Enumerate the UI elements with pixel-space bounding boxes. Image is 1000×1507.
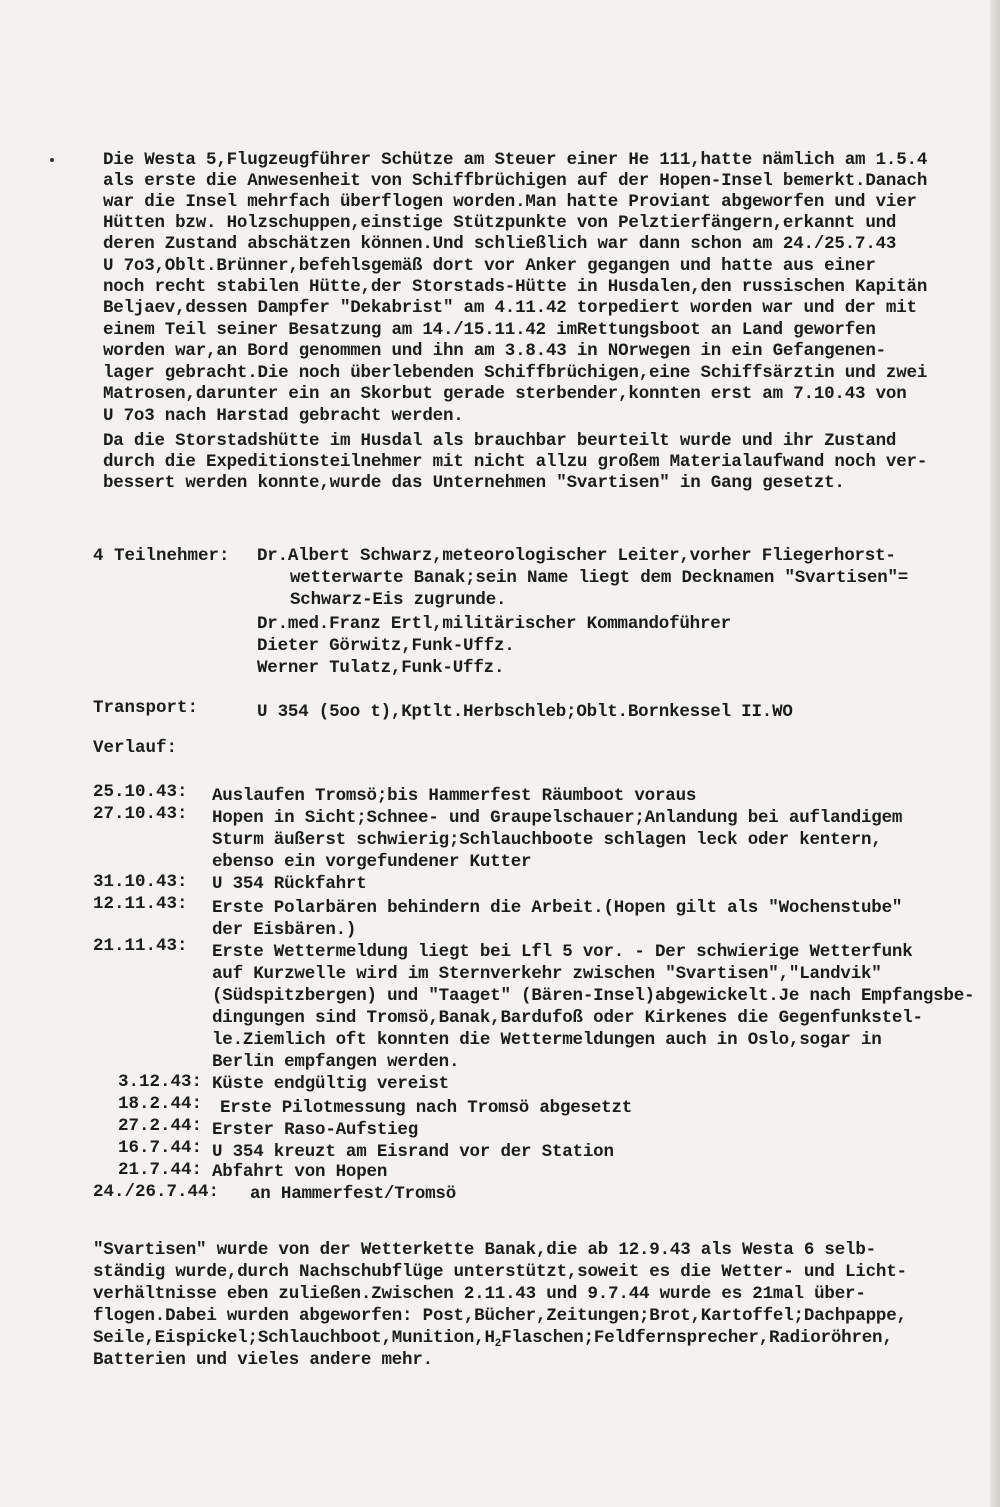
intro-line: Die Westa 5,Flugzeugführer Schütze am Steuer einer He 111,hatte nämlich am 1.5.4	[103, 150, 928, 170]
closing-line: Batterien und vieles andere mehr.	[93, 1350, 433, 1370]
entry-line: U 354 kreuzt am Eisrand vor der Station	[212, 1142, 614, 1162]
entry-date: 12.11.43:	[93, 894, 188, 914]
intro-line: bessert werden konnte,wurde das Unternehmen "Svartisen" in Gang gesetzt.	[103, 473, 845, 493]
intro-line: Da die Storstadshütte im Husdal als brauchbar beurteilt wurde und ihr Zustand	[103, 431, 897, 451]
participant-line: Dr.Albert Schwarz,meteorologischer Leiter,vorher Fliegerhorst-	[257, 546, 896, 566]
entry-line: le.Ziemlich oft konnten die Wettermeldungen auch in Oslo,sogar in	[212, 1030, 882, 1050]
participant-line: wetterwarte Banak;sein Name liegt dem Decknamen "Svartisen"=	[290, 568, 909, 588]
entry-date: 27.2.44:	[118, 1116, 203, 1136]
participant-line: Werner Tulatz,Funk-Uffz.	[257, 658, 505, 678]
closing-line: verhältnisse eben zuließen.Zwischen 2.11.43 und 9.7.44 wurde es 21mal über-	[93, 1284, 866, 1304]
intro-line: Hütten bzw. Holzschuppen,einstige Stützpunkte von Pelztierfängern,erkannt und	[103, 213, 897, 233]
closing-line-part: Flaschen;Feldfernsprecher,Radioröhren,	[501, 1328, 893, 1348]
entry-date: 25.10.43:	[93, 782, 188, 802]
participant-line: Schwarz-Eis zugrunde.	[290, 590, 507, 610]
entry-date: 24./26.7.44:	[93, 1182, 220, 1202]
entry-line: U 354 Rückfahrt	[212, 874, 367, 894]
participants-label: 4 Teilnehmer:	[93, 546, 230, 566]
entry-date: 18.2.44:	[118, 1094, 203, 1114]
entry-line: auf Kurzwelle wird im Sternverkehr zwischen "Svartisen","Landvik"	[212, 964, 882, 984]
intro-line: einem Teil seiner Besatzung am 14./15.11.42 imRettungsboot an Land geworfen	[103, 320, 876, 340]
transport-text: U 354 (5oo t),Kptlt.Herbschleb;Oblt.Bornkessel II.WO	[257, 702, 793, 722]
intro-line: U 7o3 nach Harstad gebracht werden.	[103, 406, 464, 426]
closing-line: ständig wurde,durch Nachschubflüge unterstützt,soweit es die Wetter- und Licht-	[93, 1262, 907, 1282]
entry-line: Erste Pilotmessung nach Tromsö abgesetzt	[220, 1098, 633, 1118]
verlauf-label: Verlauf:	[93, 738, 178, 758]
entry-line: Erste Wettermeldung liegt bei Lfl 5 vor. - Der schwierige Wetterfunk	[212, 942, 913, 962]
intro-line: lager gebracht.Die noch überlebenden Schiffbrüchigen,eine Schiffsärztin und zwei	[103, 363, 928, 383]
closing-line-part: Seile,Eispickel;Schlauchboot,Munition,H	[93, 1328, 495, 1348]
participant-line: Dr.med.Franz Ertl,militärischer Kommandoführer	[257, 614, 731, 634]
entry-line: Auslaufen Tromsö;bis Hammerfest Räumboot voraus	[212, 786, 697, 806]
subscript-two: 2	[494, 1338, 502, 1350]
closing-line: "Svartisen" wurde von der Wetterkette Banak,die ab 12.9.43 als Westa 6 selb-	[93, 1240, 876, 1260]
closing-line: flogen.Dabei wurden abgeworfen: Post,Bücher,Zeitungen;Brot,Kartoffel;Dachpappe,	[93, 1306, 907, 1326]
intro-line: Matrosen,darunter ein an Skorbut gerade sterbender,konnten erst am 7.10.43 von	[103, 384, 907, 404]
entry-date: 31.10.43:	[93, 872, 188, 892]
entry-line: Erster Raso-Aufstieg	[212, 1120, 419, 1140]
intro-line: war die Insel mehrfach überflogen worden.Man hatte Proviant abgeworfen und vier	[103, 192, 917, 212]
intro-line: durch die Expeditionsteilnehmer mit nicht allzu großem Materialaufwand noch ver-	[103, 452, 928, 472]
entry-line: (Südspitzbergen) und "Taaget" (Bären-Insel)abgewickelt.Je nach Empfangsbe-	[212, 986, 975, 1006]
entry-line: dingungen sind Tromsö,Banak,Bardufoß oder Kirkenes die Gegenfunkstel-	[212, 1008, 923, 1028]
intro-line: deren Zustand abschätzen können.Und schließlich war dann schon am 24./25.7.43	[103, 234, 897, 254]
transport-label: Transport:	[93, 698, 199, 718]
participant-line: Dieter Görwitz,Funk-Uffz.	[257, 636, 515, 656]
entry-date: 3.12.43:	[118, 1072, 203, 1092]
entry-line: Küste endgültig vereist	[212, 1074, 449, 1094]
entry-line: ebenso ein vorgefundener Kutter	[212, 852, 532, 872]
entry-date: 21.11.43:	[93, 936, 188, 956]
entry-line: Sturm äußerst schwierig;Schlauchboote schlagen leck oder kentern,	[212, 830, 882, 850]
entry-date: 21.7.44:	[118, 1160, 203, 1180]
intro-line: Beljaev,dessen Dampfer "Dekabrist" am 4.11.42 torpediert worden war und der mit	[103, 298, 917, 318]
entry-line: Erste Polarbären behindern die Arbeit.(Hopen gilt als "Wochenstube"	[212, 898, 903, 918]
entry-date: 27.10.43:	[93, 804, 188, 824]
intro-line: noch recht stabilen Hütte,der Storstads-Hütte in Husdalen,den russischen Kapitän	[103, 277, 928, 297]
entry-date: 16.7.44:	[118, 1138, 203, 1158]
entry-line: Berlin empfangen werden.	[212, 1052, 460, 1072]
entry-line: der Eisbären.)	[212, 920, 357, 940]
intro-line: als erste die Anwesenheit von Schiffbrüchigen auf der Hopen-Insel bemerkt.Danach	[103, 171, 928, 191]
entry-line: Abfahrt von Hopen	[212, 1162, 388, 1182]
intro-line: worden war,an Bord genommen und ihn am 3.8.43 in NOrwegen in ein Gefangenen-	[103, 341, 886, 361]
entry-line: an Hammerfest/Tromsö	[250, 1184, 457, 1204]
intro-line: U 7o3,Oblt.Brünner,befehlsgemäß dort vor Anker gegangen und hatte aus einer	[103, 256, 876, 276]
entry-line: Hopen in Sicht;Schnee- und Graupelschauer;Anlandung bei auflandigem	[212, 808, 903, 828]
